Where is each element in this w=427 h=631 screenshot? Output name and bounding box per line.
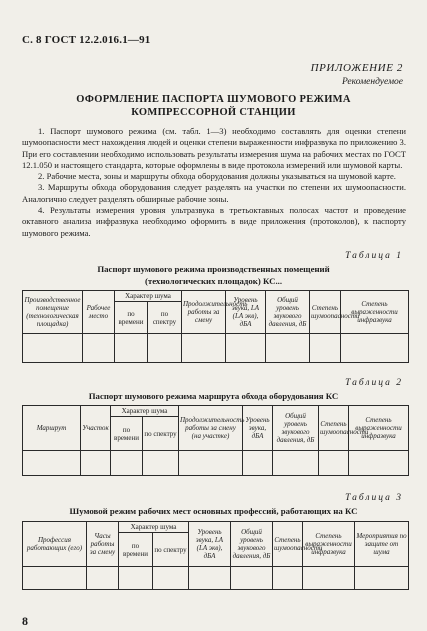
table-1-title-line-1: Паспорт шумового режима производственных помещений <box>97 264 330 274</box>
paragraph-4: 4. Результаты измерения уровня ультразвука в третьоктавных полосах частот и проведение октавного анализа инфразвука необходимо оформить в виде приложения (протоколов), к паспорту шумового режима. <box>22 205 406 238</box>
t2-head-pressure-level: Общий уровень звукового давления, дБ <box>273 406 319 451</box>
t2-head-duration: Продолжительность работы за смену (на участке) <box>179 406 243 451</box>
t2-empty-row <box>23 451 409 476</box>
page-number: 8 <box>22 614 28 628</box>
table-2-title: Паспорт шумового режима маршрута обхода оборудования КС <box>88 391 339 401</box>
t1-head-pressure-level: Общий уровень звукового давления, дБ <box>266 291 310 334</box>
t3-head-sound-level: Уровень звука, LА (LА экв), дБА <box>189 522 231 567</box>
t3-head-noise-character: Характер шума <box>119 522 189 533</box>
paragraph-3: 3. Маршруты обхода оборудования следует разделять на участки по степени их шумоопасности. Аналогично следует разделять обширные рабочие зоны. <box>22 182 406 204</box>
table-2 <box>22 405 409 476</box>
table-3-title: Шумовой режим рабочих мест основных профессий, работающих на КС <box>69 506 358 516</box>
t1-head-noise-character: Характер шума <box>115 291 182 302</box>
t2-head-noise-character: Характер шума <box>111 406 179 417</box>
appendix-label: ПРИЛОЖЕНИЕ 2 <box>310 62 403 74</box>
section-title-line-2: КОМПРЕССОРНОЙ СТАНЦИИ <box>131 107 296 118</box>
t1-head-sound-level: Уровень звука, LА (LА экв), дБА <box>226 291 266 334</box>
t1-head-by-spectrum: по спектру <box>148 302 182 334</box>
body-text <box>22 126 406 239</box>
t3-head-infrasound: Степень выраженности инфразвука <box>303 522 355 567</box>
table-1-caption: Таблица 1 <box>345 251 403 261</box>
paragraph-2: 2. Рабочие места, зоны и маршруты обхода оборудования должны указываться на шумовой карте. <box>38 171 396 182</box>
table-1-title-line-2: (технологических площадок) КС... <box>144 276 283 286</box>
table-3-caption: Таблица 3 <box>345 493 403 503</box>
t1-empty-row <box>23 334 409 363</box>
t3-head-pressure-level: Общий уровень звукового давления, дБ <box>231 522 273 567</box>
table-2-caption: Таблица 2 <box>345 378 403 388</box>
t3-empty-row <box>23 567 409 590</box>
table-1 <box>22 290 409 363</box>
table-3 <box>22 521 409 590</box>
t2-head-by-time: по времени <box>111 417 143 451</box>
t3-head-by-time: по времени <box>119 533 153 567</box>
paragraph-1: 1. Паспорт шумового режима (см. табл. 1—3) необходимо составлять для оценки степени шумоопасности мест нахождения людей и оценки степени выраженности инфразвука по приложению 3. При его составлении необходимо использовать результаты измерения шума на рабочих местах по ГОСТ 12.1.050 и настоящего стандарта, которые оформлены в виде протокола измерений или шумовой карты. <box>22 126 406 170</box>
document-header: С. 8 ГОСТ 12.2.016.1—91 <box>22 34 151 46</box>
t2-head-sound-level: Уровень звука, дБА <box>243 406 273 451</box>
t3-head-by-spectrum: по спектру <box>153 533 189 567</box>
t2-head-noise-hazard: Степень шумоопасности <box>319 406 349 451</box>
section-title-line-1: ОФОРМЛЕНИЕ ПАСПОРТА ШУМОВОГО РЕЖИМА <box>76 94 351 105</box>
t2-head-section: Участок <box>81 406 111 451</box>
t3-head-hours: Часы работы за смену <box>87 522 119 567</box>
t2-head-route: Маршрут <box>23 406 81 451</box>
t2-head-by-spectrum: по спектру <box>143 417 179 451</box>
t3-head-measures: Мероприятия по защите от шума <box>355 522 409 567</box>
t1-head-workplace: Рабочее место <box>83 291 115 334</box>
t3-head-noise-hazard: Степень шумоопасности <box>273 522 303 567</box>
t2-head-infrasound: Степень выраженности инфразвука <box>349 406 409 451</box>
t1-head-by-time: по времени <box>115 302 148 334</box>
appendix-status: Рекомендуемое <box>341 77 403 87</box>
t1-head-duration: Продолжительность работы за смену <box>182 291 226 334</box>
t1-head-infrasound: Степень выраженности инфразвука <box>341 291 409 334</box>
t1-head-premises: Производственное помещение (технологическая площадка) <box>23 291 83 334</box>
t1-head-noise-hazard: Степень шумоопасности <box>310 291 341 334</box>
t3-head-profession: Профессия работающих (его) <box>23 522 87 567</box>
